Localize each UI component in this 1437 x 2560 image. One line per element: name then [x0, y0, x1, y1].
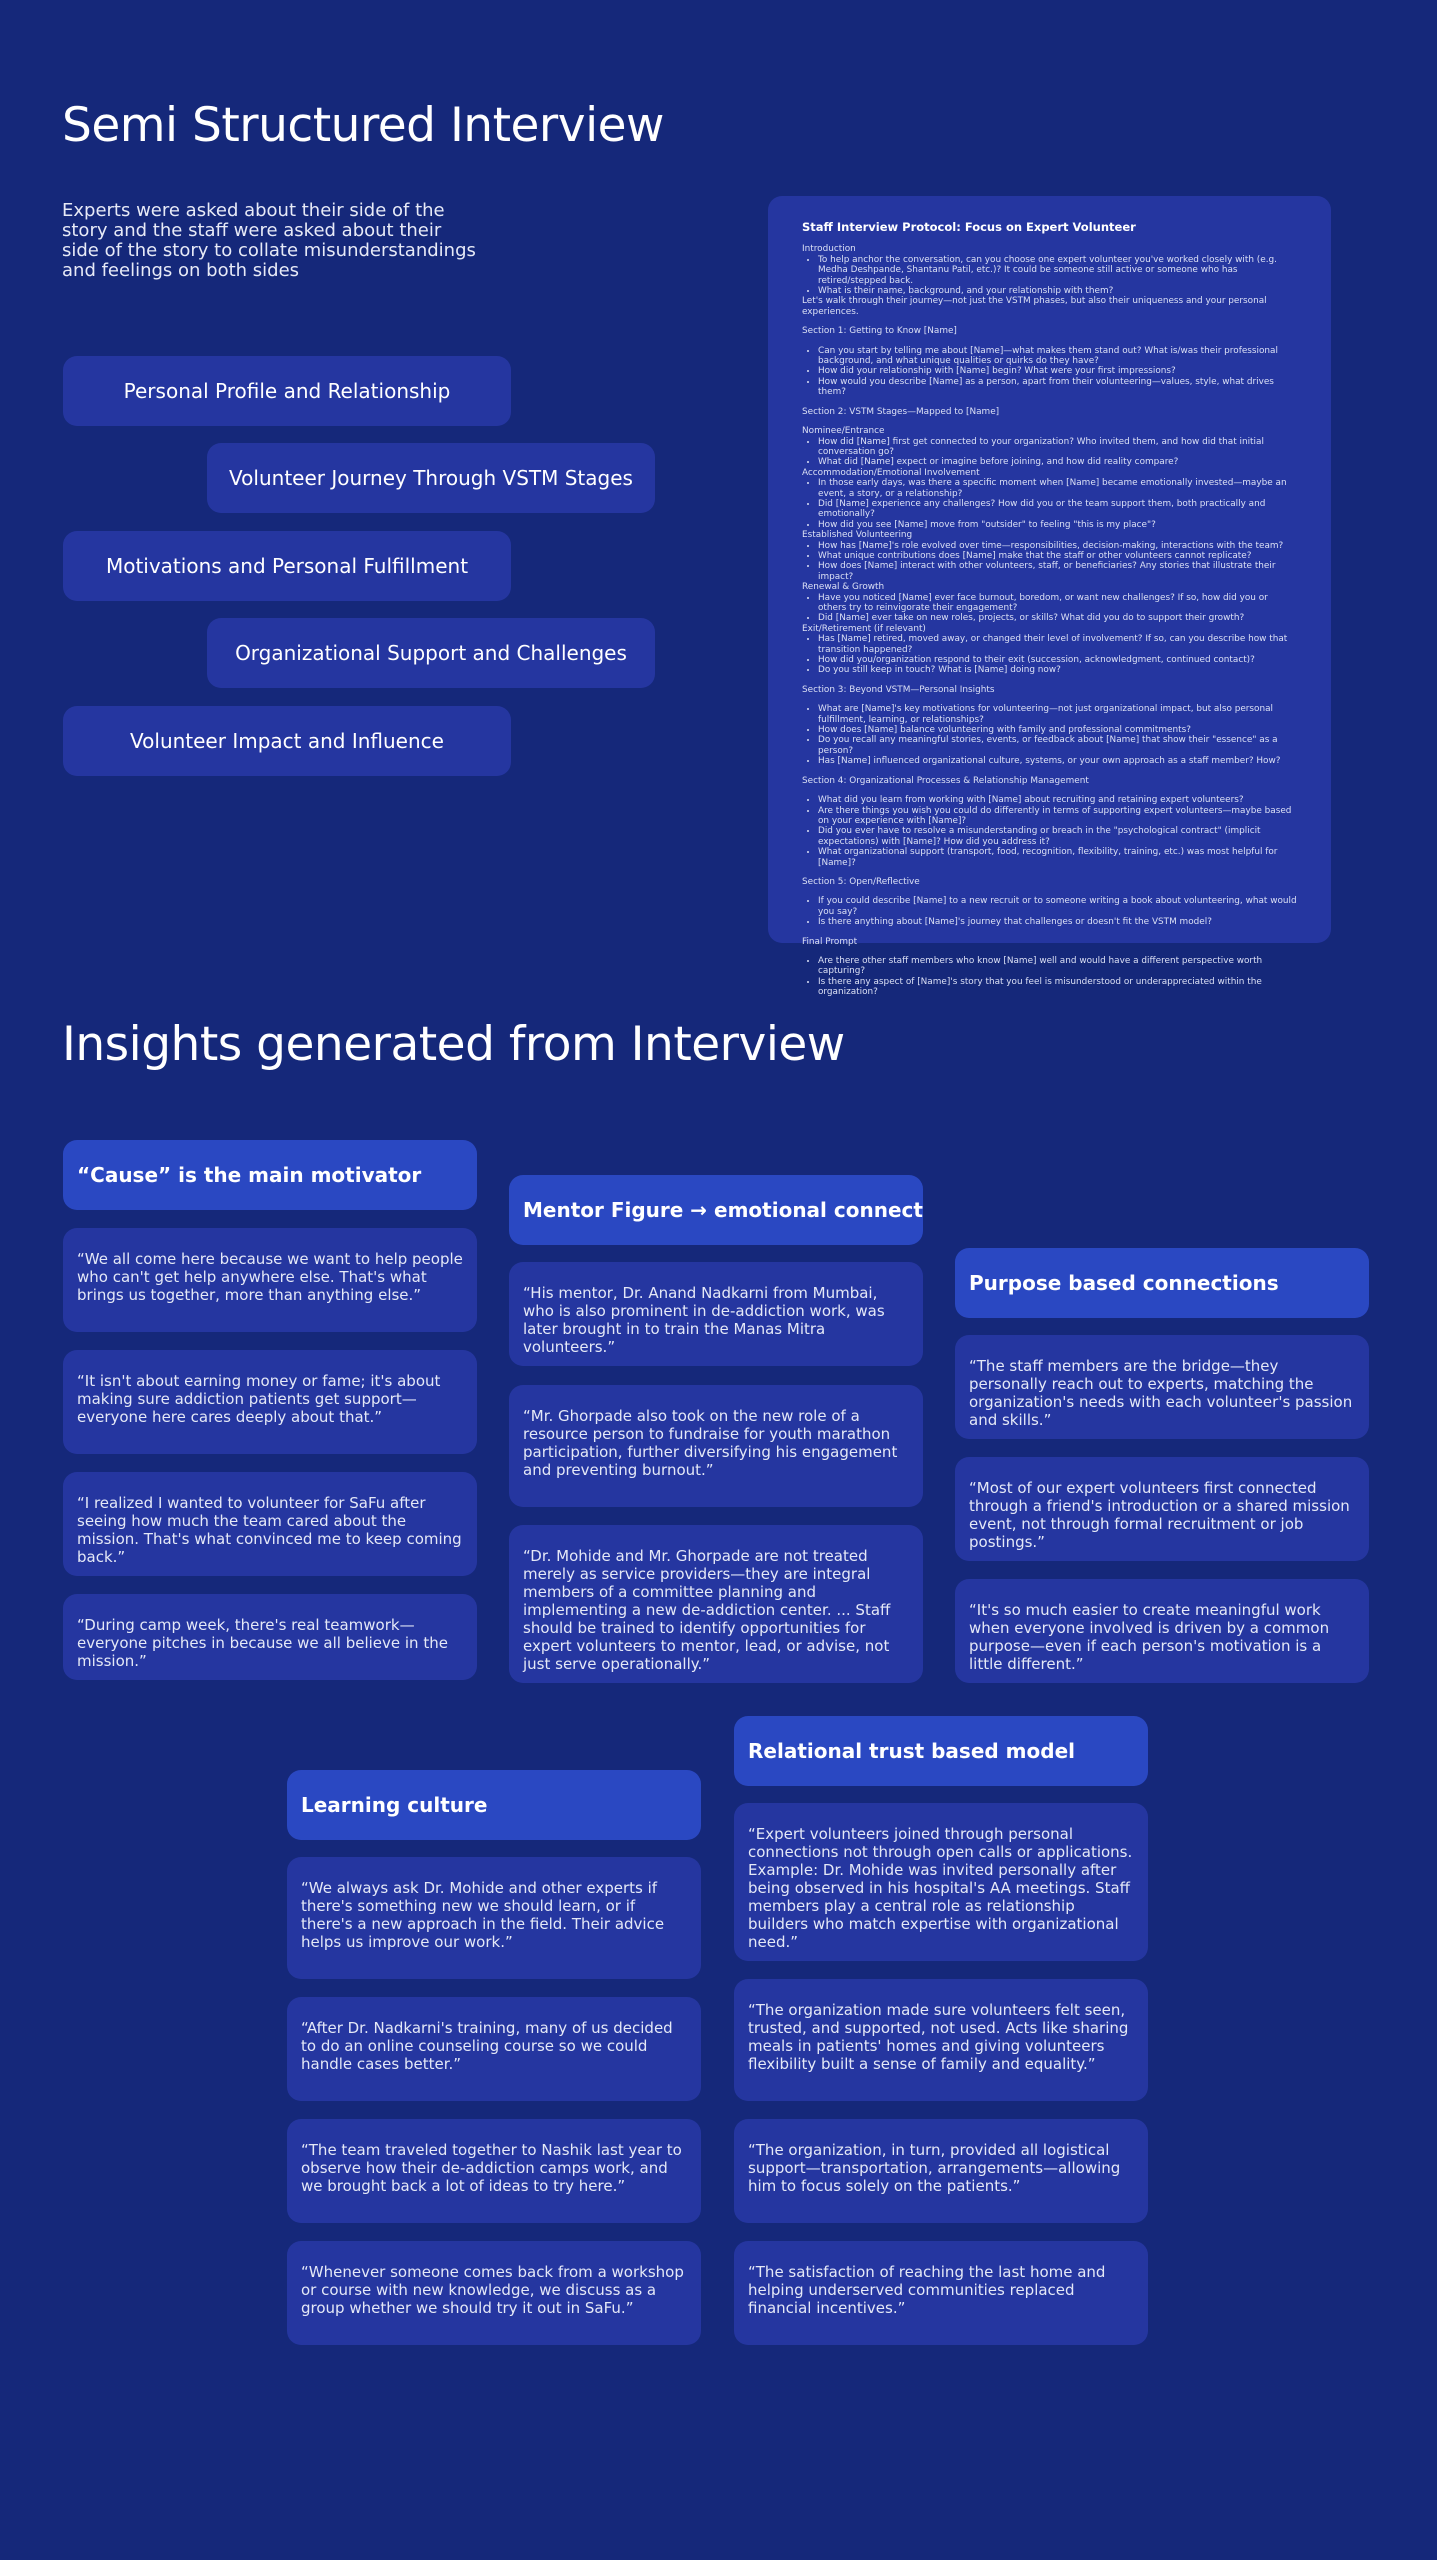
protocol-section2-list	[802, 634, 1297, 676]
protocol-section5-heading: Section 5: Open/Reflective	[802, 876, 920, 887]
list-item: • If you could describe [Name] to a new recruit or to someone writing a book about volunteering, what would you say?	[818, 896, 1297, 917]
list-item: • Did [Name] ever take on new roles, projects, or skills? What did you do to support their growth?	[818, 613, 1297, 623]
insight-heading-mentor-text: Mentor Figure → emotional connect	[523, 1198, 923, 1222]
quote-card: “The organization made sure volunteers felt seen, trusted, and supported, not used. Acts like sharing meals in patients' homes and giving volunteers flexibility built a sense of family and equality.”	[734, 1979, 1148, 2101]
quote-card: “His mentor, Dr. Anand Nadkarni from Mumbai, who is also prominent in de-addiction work, was later brought in to train the Manas Mitra volunteers.”	[509, 1262, 923, 1366]
protocol-section2-list	[802, 437, 1297, 468]
protocol-subheading: Established Volunteering	[802, 530, 913, 541]
list-item: • How has [Name]'s role evolved over time—responsibilities, decision-making, interactions with the team?	[818, 541, 1297, 551]
list-item: • To help anchor the conversation, can you choose one expert volunteer you've worked closely with (e.g. Medha Deshpande, Shantanu Patil, etc.)? It could be someone still active or someone who has retired/stepped back.	[818, 255, 1297, 286]
quote-card: “We always ask Dr. Mohide and other experts if there's something new we should learn, or if there's a new approach in the field. Their advice helps us improve our work.”	[287, 1857, 701, 1979]
quote-card: “Dr. Mohide and Mr. Ghorpade are not treated merely as service providers—they are integral members of a committee planning and implementing a new de-addiction center. ... Staff should be trained to identify opportunities for expert volunteers to mentor, lead, or advise, not just serve operationally.”	[509, 1525, 923, 1683]
protocol-section3-list	[802, 704, 1297, 766]
list-item: • What unique contributions does [Name] make that the staff or other volunteers cannot replicate?	[818, 551, 1297, 561]
protocol-final-list	[802, 956, 1297, 998]
protocol-final-heading: Final Prompt	[802, 936, 858, 947]
protocol-subheading: Renewal & Growth	[802, 582, 885, 593]
quote-card: “I realized I wanted to volunteer for SaFu after seeing how much the team cared about the mission. That's what convinced me to keep coming back.”	[63, 1472, 477, 1576]
protocol-section1-heading: Section 1: Getting to Know [Name]	[802, 326, 957, 337]
protocol-section3-heading: Section 3: Beyond VSTM—Personal Insights	[802, 684, 995, 695]
list-item: • Do you still keep in touch? What is [Name] doing now?	[818, 665, 1297, 675]
insight-heading-purpose: Purpose based connections	[955, 1248, 1369, 1318]
topic-motivations: Motivations and Personal Fulfillment	[63, 531, 511, 601]
topic-volunteer-journey: Volunteer Journey Through VSTM Stages	[207, 443, 655, 513]
protocol-intro-after: Let's walk through their journey—not just the VSTM phases, but also their uniqueness and your personal experiences.	[802, 296, 1267, 317]
list-item: • What did [Name] expect or imagine before joining, and how did reality compare?	[818, 457, 1297, 467]
list-item: • Can you start by telling me about [Name]—what makes them stand out? What is/was their professional background, and what unique qualities or quirks do they have?	[818, 346, 1297, 367]
interview-protocol-card	[768, 196, 1331, 998]
protocol-intro-heading: Introduction	[802, 244, 856, 255]
list-item: • In those early days, was there a specific moment when [Name] became emotionally invested—maybe an event, a story, or a relationship?	[818, 478, 1297, 499]
protocol-subheading: Nominee/Entrance	[802, 426, 885, 437]
section-title-interview: Semi Structured Interview	[62, 98, 664, 153]
list-item: • How did your relationship with [Name] begin? What were your first impressions?	[818, 366, 1297, 376]
protocol-title: Staff Interview Protocol: Focus on Expert Volunteer	[802, 220, 1136, 234]
list-item: • Did you ever have to resolve a misunderstanding or breach in the "psychological contract" (implicit expectations) with [Name]? How did you address it?	[818, 826, 1297, 847]
insight-heading-trust: Relational trust based model	[734, 1716, 1148, 1786]
list-item: • What organizational support (transport, food, recognition, flexibility, training, etc.) was most helpful for [Name]?	[818, 847, 1297, 868]
topic-personal-profile: Personal Profile and Relationship	[63, 356, 511, 426]
quote-card: “The satisfaction of reaching the last home and helping underserved communities replaced financial incentives.”	[734, 2241, 1148, 2345]
insight-heading-cause: “Cause” is the main motivator	[63, 1140, 477, 1210]
protocol-section2-list	[802, 593, 1297, 624]
protocol-section5-list	[802, 896, 1297, 927]
list-item: • Has [Name] influenced organizational culture, systems, or your own approach as a staff member? How?	[818, 756, 1297, 766]
list-item: • How did you/organization respond to their exit (succession, acknowledgment, continued contact)?	[818, 655, 1297, 665]
list-item: • Did [Name] experience any challenges? How did you or the team support them, both practically and emotionally?	[818, 499, 1297, 520]
protocol-section4-heading: Section 4: Organizational Processes & Relationship Management	[802, 775, 1089, 786]
quote-card: “Mr. Ghorpade also took on the new role of a resource person to fundraise for youth marathon participation, further diversifying his engagement and preventing burnout.”	[509, 1385, 923, 1507]
protocol-subheading: Accommodation/Emotional Involvement	[802, 467, 980, 478]
protocol-section4-list	[802, 795, 1297, 868]
quote-card: “We all come here because we want to help people who can't get help anywhere else. That's what brings us together, more than anything else.”	[63, 1228, 477, 1332]
protocol-section2-heading: Section 2: VSTM Stages—Mapped to [Name]	[802, 406, 1000, 417]
list-item: • How does [Name] balance volunteering with family and professional commitments?	[818, 725, 1297, 735]
list-item: • Are there other staff members who know [Name] well and would have a different perspective worth capturing?	[818, 956, 1297, 977]
list-item: • What is their name, background, and your relationship with them?	[818, 286, 1297, 296]
list-item: • Is there any aspect of [Name]'s story that you feel is misunderstood or underappreciated within the organization?	[818, 977, 1297, 998]
list-item: • What are [Name]'s key motivations for volunteering—not just organizational impact, but also personal fulfillment, learning, or relationships?	[818, 704, 1297, 725]
list-item: • Have you noticed [Name] ever face burnout, boredom, or want new challenges? If so, how did you or others try to reinvigorate their engagement?	[818, 593, 1297, 614]
protocol-section2-list	[802, 541, 1297, 583]
list-item: • What did you learn from working with [Name] about recruiting and retaining expert volunteers?	[818, 795, 1297, 805]
protocol-intro-list	[802, 255, 1297, 297]
quote-card: “The staff members are the bridge—they personally reach out to experts, matching the organization's needs with each volunteer's passion and skills.”	[955, 1335, 1369, 1439]
list-item: • How would you describe [Name] as a person, apart from their volunteering—values, style, what drives them?	[818, 377, 1297, 398]
list-item: • How does [Name] interact with other volunteers, staff, or beneficiaries? Any stories that illustrate their impact?	[818, 561, 1297, 582]
quote-card: “It isn't about earning money or fame; it's about making sure addiction patients get support—everyone here cares deeply about that.”	[63, 1350, 477, 1454]
quote-card: “Whenever someone comes back from a workshop or course with new knowledge, we discuss as a group whether we should try it out in SaFu.”	[287, 2241, 701, 2345]
insight-heading-mentor	[509, 1175, 923, 1245]
list-item: • How did you see [Name] move from "outsider" to feeling "this is my place"?	[818, 520, 1297, 530]
insight-heading-learning: Learning culture	[287, 1770, 701, 1840]
list-item: • Are there things you wish you could do differently in terms of supporting expert volunteers—maybe based on your experience with [Name]?	[818, 806, 1297, 827]
list-item: • How did [Name] first get connected to your organization? Who invited them, and how did that initial conversation go?	[818, 437, 1297, 458]
topic-volunteer-impact: Volunteer Impact and Influence	[63, 706, 511, 776]
quote-card: “During camp week, there's real teamwork—everyone pitches in because we all believe in the mission.”	[63, 1594, 477, 1680]
list-item: • Has [Name] retired, moved away, or changed their level of involvement? If so, can you describe how that transition happened?	[818, 634, 1297, 655]
protocol-section1-list	[802, 346, 1297, 398]
interview-intro-text: Experts were asked about their side of the story and the staff were asked about their side of the story to collate misunderstandings and feelings on both sides	[62, 200, 476, 281]
quote-card: “The organization, in turn, provided all logistical support—transportation, arrangements—allowing him to focus solely on the patients.”	[734, 2119, 1148, 2223]
quote-card: “Expert volunteers joined through personal connections not through open calls or applications. Example: Dr. Mohide was invited personally after being observed in his hospital's AA meetings. Staff members play a central role as relationship builders who match expertise with organizational need.”	[734, 1803, 1148, 1961]
list-item: • Do you recall any meaningful stories, events, or feedback about [Name] that show their "essence" as a person?	[818, 735, 1297, 756]
quote-card: “Most of our expert volunteers first connected through a friend's introduction or a shared mission event, not through formal recruitment or job postings.”	[955, 1457, 1369, 1561]
quote-card: “After Dr. Nadkarni's training, many of us decided to do an online counseling course so we could handle cases better.”	[287, 1997, 701, 2101]
protocol-section2-list	[802, 478, 1297, 530]
quote-card: “The team traveled together to Nashik last year to observe how their de-addiction camps work, and we brought back a lot of ideas to try here.”	[287, 2119, 701, 2223]
list-item: • Is there anything about [Name]'s journey that challenges or doesn't fit the VSTM model?	[818, 917, 1297, 927]
protocol-subheading: Exit/Retirement (if relevant)	[802, 623, 926, 634]
quote-card: “It's so much easier to create meaningful work when everyone involved is driven by a common purpose—even if each person's motivation is a little different.”	[955, 1579, 1369, 1683]
section-title-insights: Insights generated from Interview	[62, 1017, 845, 1072]
topic-organizational-support: Organizational Support and Challenges	[207, 618, 655, 688]
